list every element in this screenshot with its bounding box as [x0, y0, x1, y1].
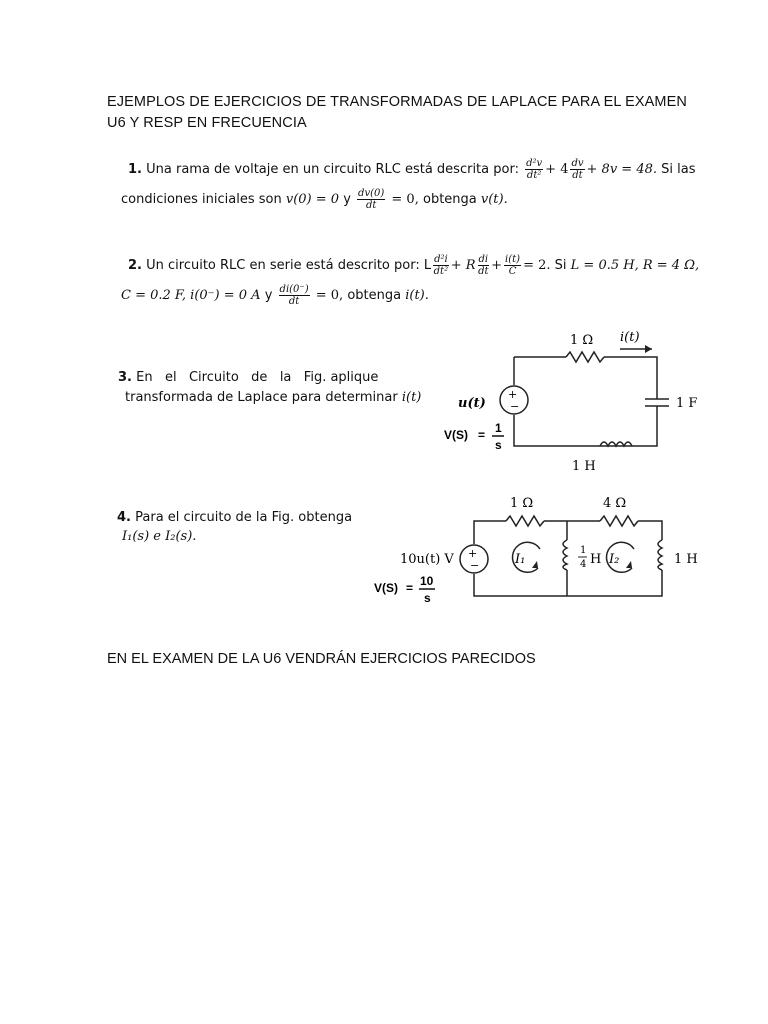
- inductor-quarter-h: [563, 540, 567, 570]
- problem-1-equation-rest: + 8v = 48.: [586, 162, 658, 177]
- source-plus: +: [468, 547, 478, 560]
- label-i-t: i(t): [620, 330, 640, 345]
- problem-3-it: i(t): [401, 390, 422, 405]
- wire-top-left: [474, 521, 506, 544]
- problem-2-fraction-3: $\frac{i(t)}{C}$: [505, 254, 521, 277]
- problem-3-line-2: [125, 390, 421, 405]
- label-vs-den: s: [495, 438, 502, 452]
- problem-2-it: i(t).: [405, 288, 429, 303]
- problem-3-number: 3.: [118, 370, 132, 385]
- circuit-diagram-3: [440, 322, 730, 484]
- label-source-u-t: u(t): [458, 396, 486, 411]
- wire-bottom-right: [600, 406, 657, 446]
- problem-4-text-1: Para el circuito de la Fig. obtenga: [135, 510, 353, 525]
- resistor-4ohm: [600, 516, 638, 526]
- label-1f: 1 F: [676, 396, 698, 411]
- problem-3-text-1: En el Circuito de la Fig. aplique: [136, 370, 379, 385]
- problem-4-line-1: [117, 510, 352, 525]
- problem-1-number: 1.: [128, 162, 142, 177]
- heading-line-1: EJEMPLOS DE EJERCICIOS DE TRANSFORMADAS DE LAPLACE PARA EL EXAMEN: [107, 94, 687, 110]
- problem-1-fraction-3: $\frac{dv(0)}{dt}$: [358, 188, 385, 211]
- problem-2-params: L = 0.5 H, R = 4 Ω,: [570, 258, 700, 273]
- mesh-current-2-arrow-icon: [626, 561, 632, 568]
- label-1ohm: 1 Ω: [510, 496, 534, 511]
- label-1h: 1 H: [572, 459, 596, 474]
- problem-2-number: 2.: [128, 258, 142, 273]
- label-i1: I₁: [515, 552, 526, 567]
- problem-1-line-1: [128, 158, 696, 181]
- inductor-1h: [658, 540, 662, 570]
- problem-2-eq2: = 2.: [523, 258, 551, 273]
- problem-4-line-2: I₁(s) e I₂(s).: [122, 529, 197, 544]
- resistor-1ohm: [566, 352, 604, 362]
- label-i2: I₂: [609, 552, 620, 567]
- label-l2: 1 H: [674, 552, 698, 567]
- source-minus: −: [510, 400, 520, 413]
- problem-2-line2-a: C = 0.2 F, i(0⁻) = 0 A: [121, 288, 261, 303]
- problem-1-text-b: Si las: [661, 162, 696, 177]
- problem-2-text-a: Un circuito RLC en serie está descrito por: L: [146, 258, 432, 273]
- label-vs-den: s: [424, 591, 431, 605]
- label-l1-unit: H: [590, 552, 602, 567]
- label-4ohm: 4 Ω: [603, 496, 627, 511]
- problem-2-eq0: = 0,: [315, 288, 344, 303]
- problem-1-vt: v(t).: [480, 192, 508, 207]
- problem-4-number: 4.: [117, 510, 131, 525]
- footer-note: EN EL EXAMEN DE LA U6 VENDRÁN EJERCICIOS PARECIDOS: [107, 651, 536, 667]
- label-l1-num: 1: [580, 545, 587, 556]
- wire-top-right: [604, 357, 657, 399]
- wire-bottom: [474, 570, 662, 596]
- heading-line-2: U6 Y RESP EN FRECUENCIA: [107, 115, 307, 131]
- capacitor-1f: [645, 399, 669, 406]
- label-vs-eq: =: [406, 581, 414, 595]
- problem-2-fraction-2: $\frac{di}{dt}$: [478, 254, 489, 277]
- label-vs: V(S): [444, 428, 468, 442]
- problem-1-y: y: [343, 192, 351, 207]
- problem-1-v0: v(0) = 0: [285, 192, 340, 207]
- problem-2-text-b: Si: [554, 258, 567, 273]
- problem-2-fraction-1: $\frac{\text{d²i}}{\text{dt²}}$: [433, 254, 449, 277]
- problem-2-text-c: obtenga: [347, 288, 402, 303]
- problem-2-fraction-4: $\frac{di(0^-)}{dt}$: [279, 284, 309, 307]
- problem-2-plusR: + R: [450, 258, 476, 273]
- label-vs-num: 1: [495, 421, 502, 435]
- problem-1-text-a: Una rama de voltaje en un circuito RLC está descrita por:: [146, 162, 519, 177]
- problem-1-plus4: + 4: [545, 162, 569, 177]
- problem-3-line-1: [118, 370, 378, 385]
- wire-bottom-left: [514, 415, 568, 446]
- circuit-diagram-4: [370, 488, 705, 612]
- resistor-1ohm: [506, 516, 544, 526]
- problem-1-line-2: [121, 188, 508, 211]
- label-1ohm: 1 Ω: [570, 333, 594, 348]
- document-heading: [107, 92, 727, 134]
- problem-1-fraction-2: $\frac{dv}{dt}$: [571, 158, 584, 181]
- problem-2-plus: +: [491, 258, 503, 273]
- wire-top-right: [638, 521, 662, 540]
- problem-2-line-2: [121, 284, 429, 307]
- problem-1-eq0: = 0,: [391, 192, 419, 207]
- current-arrow-icon: [645, 345, 652, 353]
- problem-3-text-2: transformada de Laplace para determinar: [125, 390, 398, 405]
- source-plus: +: [508, 388, 518, 401]
- problem-1-fraction-1: $\frac{\text{d²v}}{\text{dt²}}$: [526, 158, 543, 181]
- problem-1-text-d: obtenga: [422, 192, 477, 207]
- label-vs: V(S): [374, 581, 398, 595]
- problem-2-line-1: [128, 254, 699, 277]
- label-l1-den: 4: [580, 559, 587, 570]
- problem-2-y: y: [264, 288, 273, 303]
- problem-1-text-c: condiciones iniciales son: [121, 192, 282, 207]
- label-source-10ut: 10u(t) V: [400, 552, 454, 567]
- source-minus: −: [470, 559, 480, 572]
- mesh-current-1-arrow-icon: [532, 561, 538, 568]
- label-vs-num: 10: [420, 574, 434, 588]
- label-vs-eq: =: [478, 428, 486, 442]
